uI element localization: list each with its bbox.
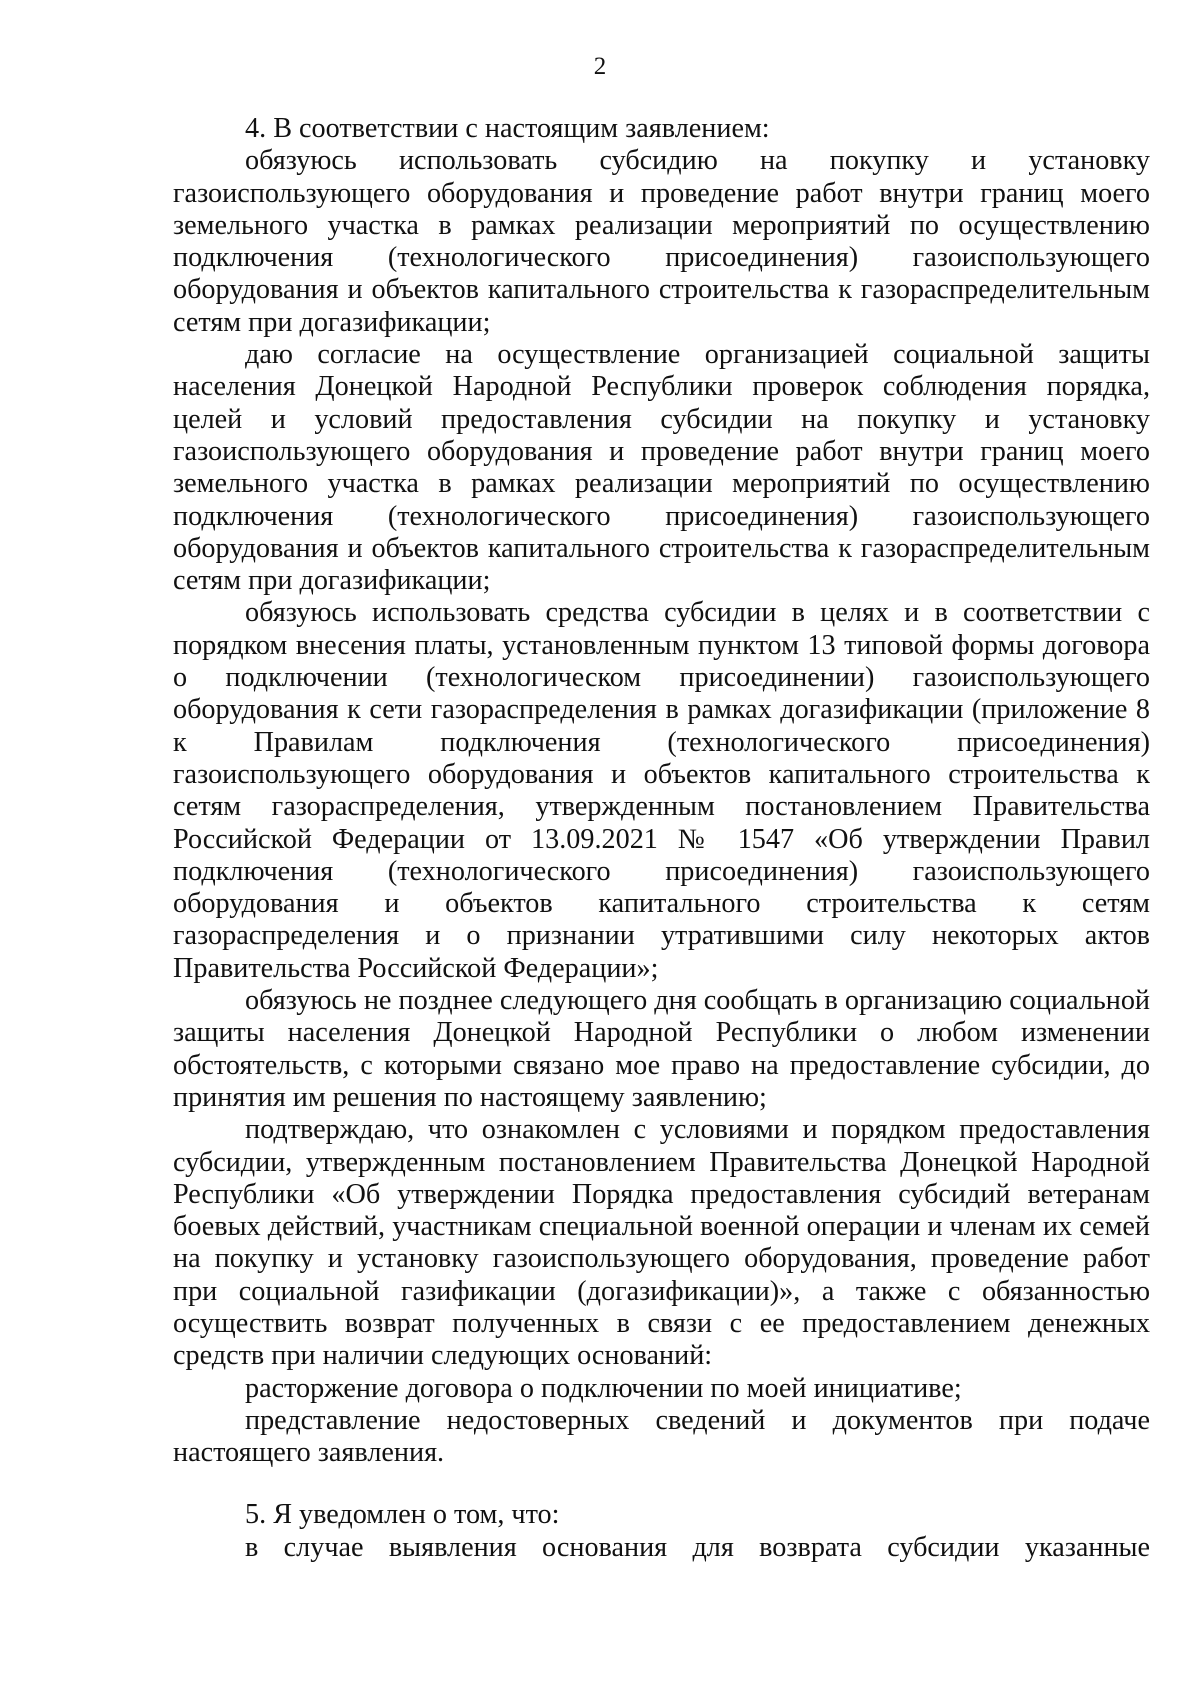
document-body	[173, 113, 1150, 1564]
paragraph-ground-false-info: представление недостоверных сведений и документов при подаче настоящего заявления.	[173, 1404, 1150, 1469]
page-number: 2	[593, 53, 607, 80]
section-4-heading: 4. В соответствии с настоящим заявлением:	[245, 113, 770, 144]
section-gap	[173, 1469, 1150, 1499]
paragraph-ground-termination: расторжение договора о подключении по моей инициативе;	[245, 1372, 962, 1404]
paragraph-refund-case: в случае выявления основания для возврата субсидии указанные	[245, 1531, 1150, 1563]
paragraph-consent-checks: даю согласие на осуществление организацией социальной защиты населения Донецкой Народной Республики проверок соблюдения порядка, целей и условий предоставления субсидии на покупку и установку газоиспользующего оборудования и проведение работ внутри границ моего земельного участка в рамках реализации мероприятий по осуществлению подключения (технологического присоединения) газоиспользующего оборудования и объектов капитального строительства к газораспределительным сетям при догазификации;	[173, 339, 1150, 597]
paragraph-use-subsidy: обязуюсь использовать субсидию на покупку и установку газоиспользующего оборудования и проведение работ внутри границ моего земельного участка в рамках реализации мероприятий по осуществлению подключения (технологического присоединения) газоиспользующего оборудования и объектов капитального строительства к газораспределительным сетям при догазификации;	[173, 145, 1150, 338]
paragraph-use-funds: обязуюсь использовать средства субсидии в целях и в соответствии с порядком внесения платы, установленным пунктом 13 типовой формы договора о подключении (технологическом присоединении) газоиспользующего оборудования к сети газораспределения в рамках догазификации (приложение 8 к Правилам подключения (технологического присоединения) газоиспользующего оборудования и объектов капитального строительства к сетям газораспределения, утвержденным постановлением Правительства Российской Федерации от 13.09.2021 № 1547 «Об утверждении Правил подключения (технологического присоединения) газоиспользующего оборудования и объектов капитального строительства к сетям газораспределения и о признании утратившими силу некоторых актов Правительства Российской Федерации»;	[173, 597, 1150, 984]
paragraph-acknowledge-conditions: подтверждаю, что ознакомлен с условиями и порядком предоставления субсидии, утвержденным постановлением Правительства Донецкой Народной Республики «Об утверждении Порядка предоставления субсидий ветеранам боевых действий, участникам специальной военной операции и членам их семей на покупку и установку газоиспользующего оборудования, проведение работ при социальной газификации (догазификации)», а также с обязанностью осуществить возврат полученных в связи с ее предоставлением денежных средств при наличии следующих оснований:	[173, 1114, 1150, 1372]
paragraph-notify-changes: обязуюсь не позднее следующего дня сообщать в организацию социальной защиты населения Донецкой Народной Республики о любом изменении обстоятельств, с которыми связано мое право на предоставление субсидии, до принятия им решения по настоящему заявлению;	[173, 985, 1150, 1113]
section-5-heading: 5. Я уведомлен о том, что:	[245, 1499, 560, 1531]
